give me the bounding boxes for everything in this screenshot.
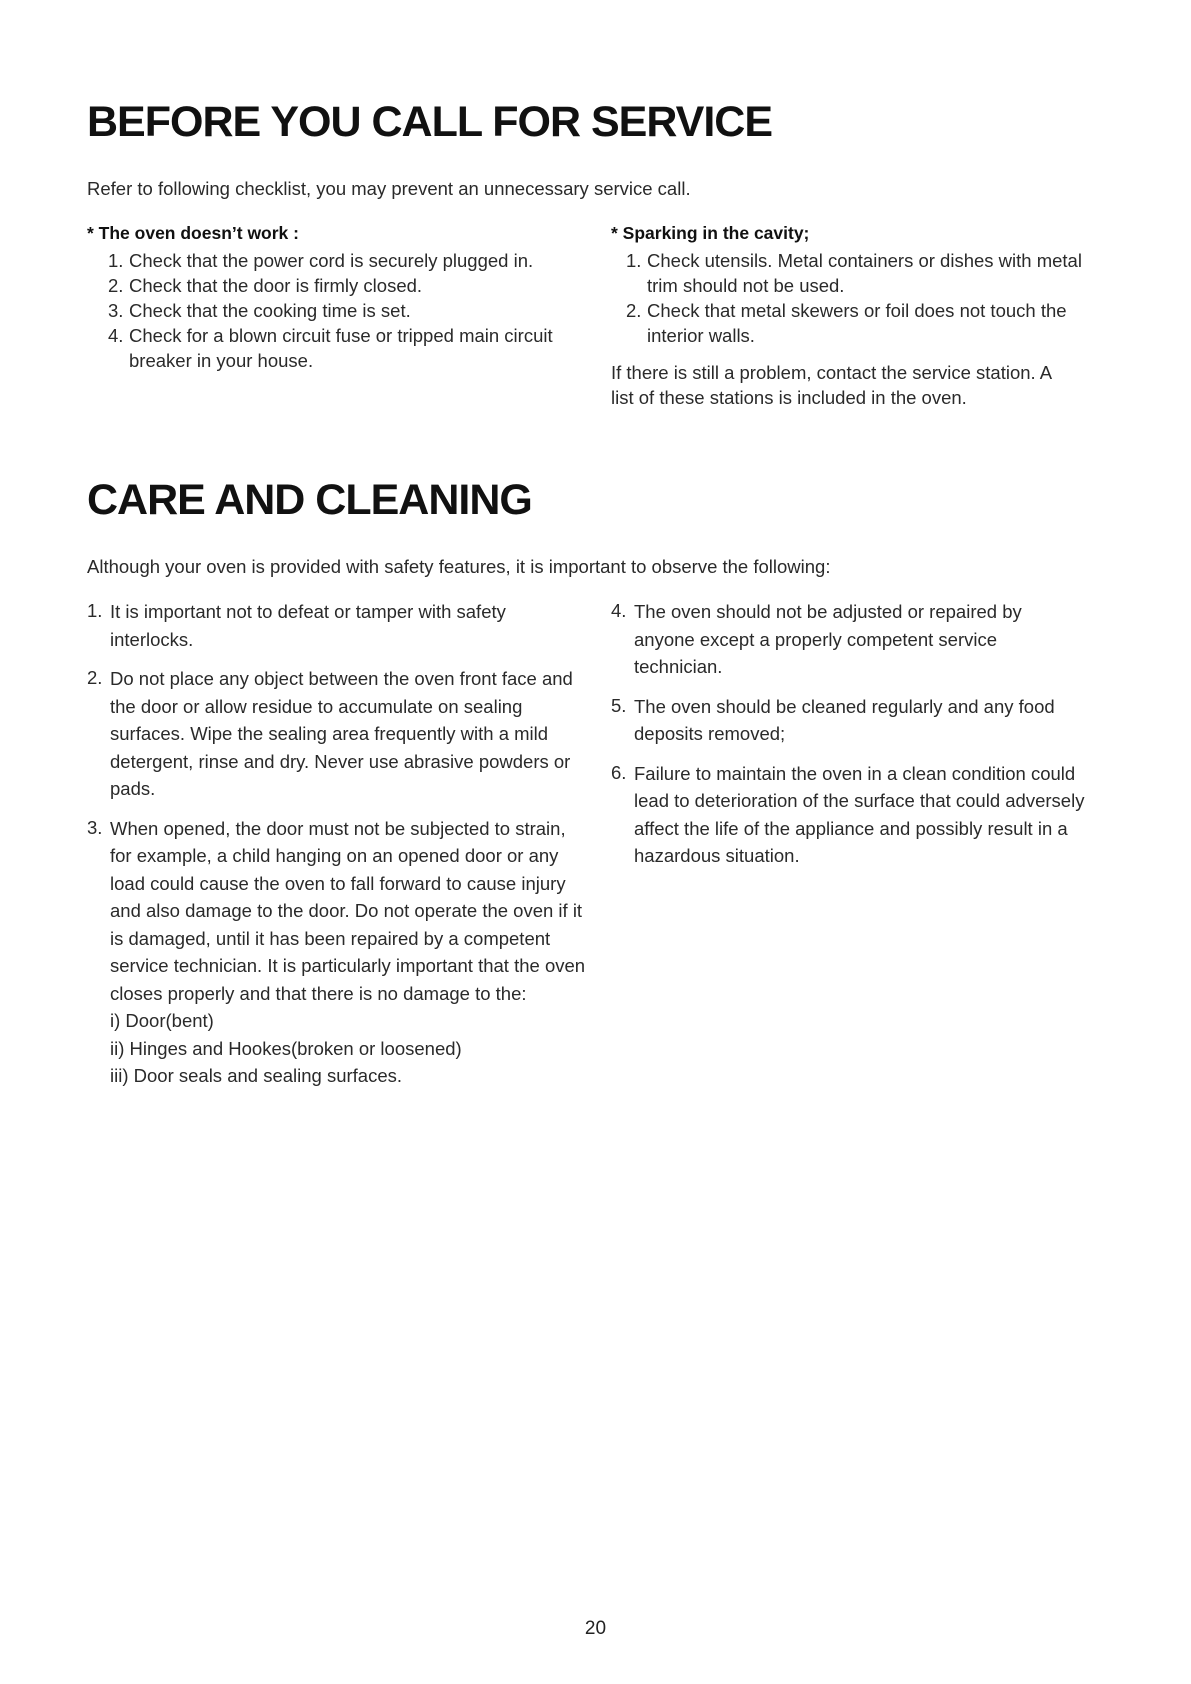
sparking-heading: * Sparking in the cavity; [611,223,810,243]
care-list-left [87,598,587,1090]
service-left-column [87,221,587,373]
item-number: 4. [611,600,627,621]
list-item [87,815,587,1090]
list-item [611,760,1111,870]
item-text: When opened, the door must not be subjected to strain, for example, a child hanging on an opened door or any load could cause the oven to fall forward to cause injury and also damage to the door. Do not operate the oven if it is damaged, until it has been repaired by a competent service technician. It is particularly important that the oven closes properly and that there is no damage to the: [110,817,586,1004]
item-text: Check for a blown circuit fuse or tripped main circuit breaker in your house. [129,325,553,371]
service-contact-note: If there is still a problem, contact the service station. A list of these stations is included in the oven. [611,362,1052,408]
care-intro: Although your oven is provided with safety features, it is important to observe the following: [87,556,831,577]
item-number: 3. [108,300,124,321]
item-number: 1. [626,250,642,271]
item-number: 4. [108,325,124,346]
item-number: 2. [626,300,642,321]
item-number: 2. [108,275,124,296]
list-item [87,273,587,298]
oven-doesnt-work-list [87,248,587,373]
item-number: 6. [611,761,627,783]
list-item [87,665,587,803]
list-item [611,248,1111,298]
sublist-item: iii) Door seals and sealing surfaces. [110,1065,403,1086]
item-number: 2. [87,667,103,688]
item-text: Failure to maintain the oven in a clean condition could lead to deterioration of the surface that could adversely affect the life of the appliance and possibly result in a hazardous situation. [634,762,1085,866]
service-title: BEFORE YOU CALL FOR SERVICE [87,98,772,146]
item-number: 1. [108,250,124,271]
service-right-column [611,221,1111,410]
item-text: Check utensils. Metal containers or dishes with metal trim should not be used. [647,250,1082,296]
item-text: Check that metal skewers or foil does not touch the interior walls. [647,300,1067,346]
list-item [87,598,587,653]
sparking-list [611,248,1111,348]
item-number: 3. [87,816,103,838]
list-item [87,298,587,323]
item-text: Check that the cooking time is set. [129,300,411,321]
item-text: It is important not to defeat or tamper with safety interlocks. [110,601,506,650]
oven-doesnt-work-heading: * The oven doesn’t work : [87,223,299,243]
list-item [611,298,1111,348]
item-text: Check that the door is firmly closed. [129,275,423,296]
list-item [611,693,1111,748]
item-number: 5. [611,694,627,716]
care-title: CARE AND CLEANING [87,476,532,524]
care-list-right [611,598,1111,870]
list-item [87,248,587,273]
sublist-item: ii) Hinges and Hookes(broken or loosened) [110,1037,462,1059]
page-number: 20 [584,1618,607,1639]
service-intro: Refer to following checklist, you may prevent an unnecessary service call. [87,178,691,199]
item-text: Do not place any object between the oven front face and the door or allow residue to accumulate on sealing surfaces. Wipe the sealing area frequently with a mild detergent, rinse and dry. Never use abrasive powders or pads. [110,668,573,799]
sublist-item: i) Door(bent) [110,1010,214,1031]
door-damage-sublist [110,1007,587,1090]
item-text: The oven should not be adjusted or repaired by anyone except a properly competent service technician. [634,601,1022,677]
item-text: The oven should be cleaned regularly and any food deposits removed; [634,695,1055,744]
item-number: 1. [87,600,103,621]
list-item [87,323,587,373]
care-left-column [87,598,587,1102]
care-right-column [611,598,1111,882]
item-text: Check that the power cord is securely plugged in. [129,250,534,271]
list-item [611,598,1111,681]
